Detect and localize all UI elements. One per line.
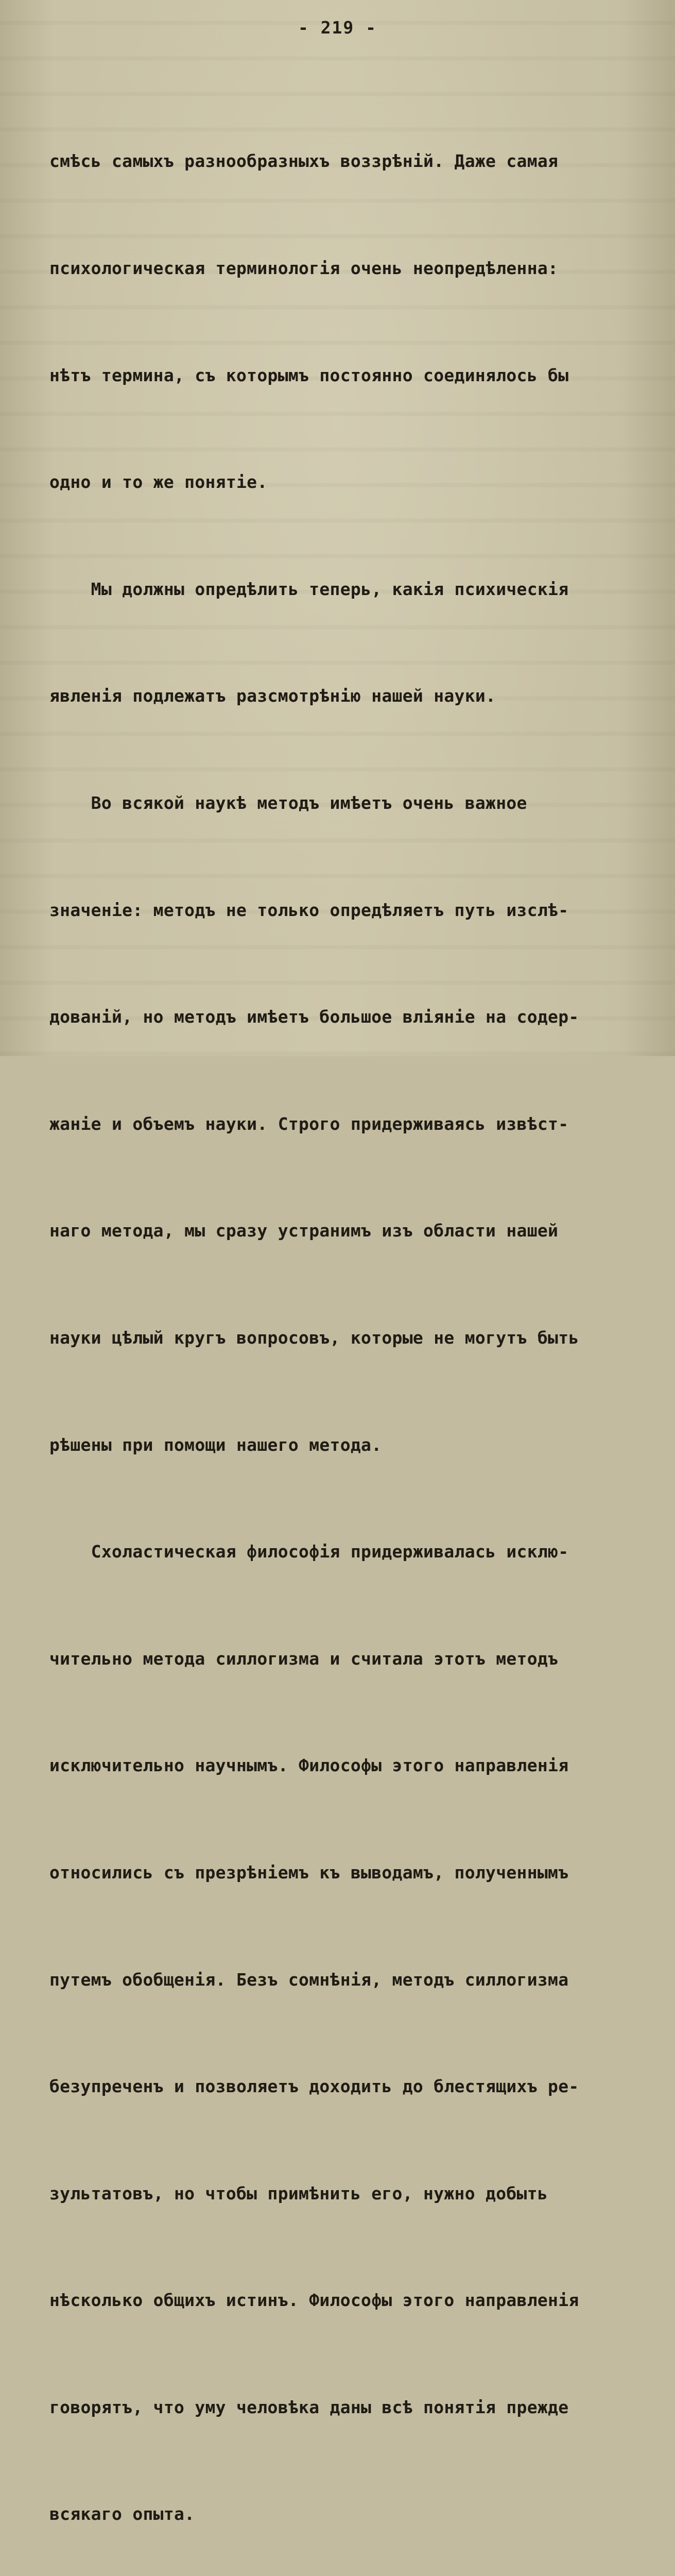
text-line: всякаго опыта. — [49, 2504, 195, 2524]
text-line: рѣшены при помощи нашего метода. — [49, 1434, 382, 1455]
text-line: чительно метода силлогизма и считала этотъ методъ — [49, 1648, 559, 1669]
text-line: наго метода, мы сразу устранимъ изъ области нашей — [49, 1221, 559, 1241]
text-line: безупреченъ и позволяетъ доходить до блестящихъ ре- — [49, 2076, 579, 2097]
text-line: явленія подлежатъ разсмотрѣнію нашей науки. — [49, 686, 496, 706]
text-line: жаніе и объемъ науки. Строго придерживаясь извѣст- — [49, 1113, 569, 1134]
text-line: психологическая терминологія очень неопредѣленна: — [49, 258, 559, 278]
text-line: значеніе: методъ не только опредѣляетъ путь изслѣ- — [49, 900, 569, 920]
page-number: - 219 - — [298, 18, 377, 38]
text-line: исключительно научнымъ. Философы этого направленія — [49, 1755, 569, 1776]
text-line: нѣтъ термина, съ которымъ постоянно соединялось бы — [49, 365, 569, 385]
text-line: смѣсь самыхъ разнообразныхъ воззрѣній. Даже самая — [49, 151, 559, 172]
text-line: Схоластическая философія придерживалась исклю- — [49, 1541, 569, 1562]
body-text — [49, 72, 636, 2576]
text-line: говорятъ, что уму человѣка даны всѣ понятія прежде — [49, 2397, 569, 2417]
text-line: дованій, но методъ имѣетъ большое вліяніе на содер- — [49, 1007, 579, 1027]
text-line: Мы должны опредѣлить теперь, какія психическія — [49, 579, 569, 599]
text-line: Во всякой наукѣ методъ имѣетъ очень важное — [49, 792, 527, 813]
text-line: относились съ презрѣніемъ къ выводамъ, полученнымъ — [49, 1862, 569, 1883]
text-line: одно и то же понятіе. — [49, 472, 268, 493]
text-line: науки цѣлый кругъ вопросовъ, которые не могутъ быть — [49, 1327, 579, 1348]
text-line: зультатовъ, но чтобы примѣнить его, нужно добыть — [49, 2183, 548, 2204]
text-line: нѣсколько общихъ истинъ. Философы этого направленія — [49, 2290, 579, 2311]
text-line: путемъ обобщенія. Безъ сомнѣнія, методъ силлогизма — [49, 1969, 569, 1990]
